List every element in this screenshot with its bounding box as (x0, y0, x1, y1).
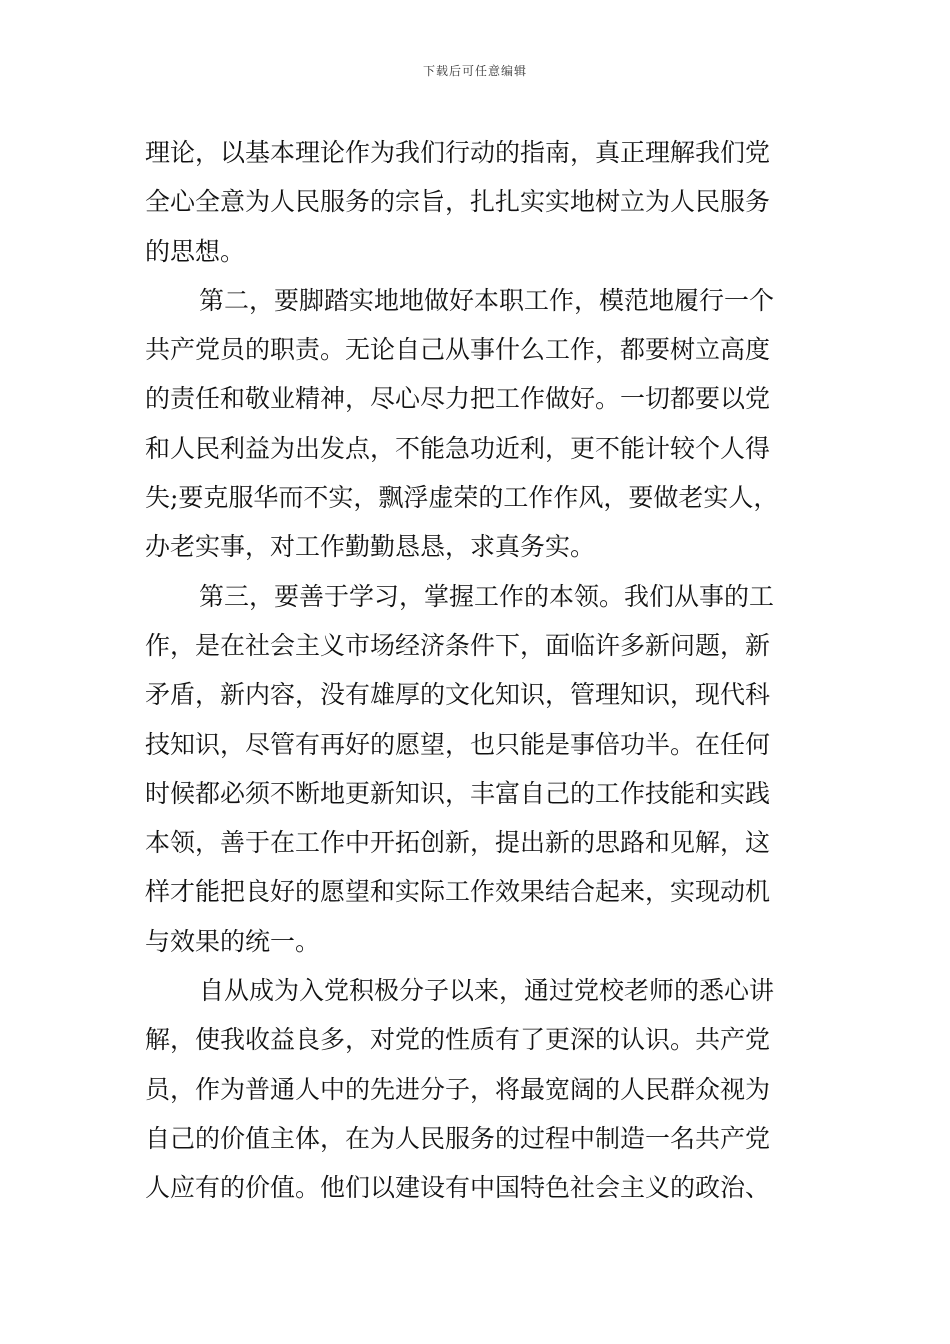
text-line: 人应有的价值。他们以建设有中国特色社会主义的政治、 (145, 1173, 771, 1203)
text-line: 办老实事，对工作勤勤恳恳，求真务实。 (145, 532, 596, 562)
text-line: 共产党员的职责。无论自己从事什么工作，都要树立高度 (145, 335, 771, 365)
text-line: 矛盾，新内容，没有雄厚的文化知识，管理知识，现代科 (145, 680, 771, 710)
text-line: 本领，善于在工作中开拓创新，提出新的思路和见解，这 (145, 828, 771, 858)
text-line: 样才能把良好的愿望和实际工作效果结合起来，实现动机 (145, 877, 771, 907)
page-header-note: 下载后可任意编辑 (422, 64, 527, 78)
text-line: 自从成为入党积极分子以来，通过党校老师的悉心讲 (199, 976, 775, 1006)
text-line: 理论，以基本理论作为我们行动的指南，真正理解我们党 (145, 138, 771, 167)
document-body (145, 128, 810, 1213)
text-line: 与效果的统一。 (145, 926, 321, 956)
text-line: 时候都必须不断地更新知识，丰富自己的工作技能和实践 (145, 778, 771, 808)
text-line: 失;要克服华而不实，飘浮虚荣的工作作风，要做老实人， (145, 483, 779, 513)
text-line: 的责任和敬业精神，尽心尽力把工作做好。一切都要以党 (145, 384, 771, 414)
text-line: 自己的价值主体，在为人民服务的过程中制造一名共产党 (145, 1123, 771, 1153)
text-line: 员，作为普通人中的先进分子，将最宽阔的人民群众视为 (145, 1074, 771, 1104)
text-line: 全心全意为人民服务的宗旨，扎扎实实地树立为人民服务 (145, 187, 771, 217)
text-line: 作，是在社会主义市场经济条件下，面临许多新问题，新 (145, 630, 771, 660)
text-line: 第二，要脚踏实地地做好本职工作，模范地履行一个 (199, 285, 775, 315)
text-line: 和人民利益为出发点，不能急功近利，更不能计较个人得 (145, 433, 771, 463)
text-line: 的思想。 (145, 236, 246, 266)
text-line: 解，使我收益良多，对党的性质有了更深的认识。共产党 (145, 1025, 771, 1055)
text-line: 第三，要善于学习，掌握工作的本领。我们从事的工 (199, 581, 775, 611)
text-line: 技知识，尽管有再好的愿望，也只能是事倍功半。在任何 (145, 729, 771, 759)
